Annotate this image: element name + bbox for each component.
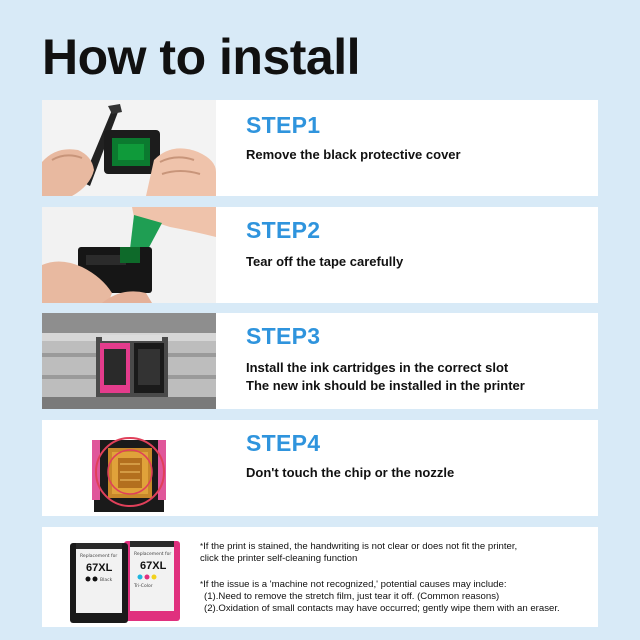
step2-image	[42, 207, 216, 303]
step-card-3	[42, 313, 598, 409]
note2-star: *	[200, 580, 204, 589]
step3-title: STEP3	[246, 323, 321, 349]
color-cartridge-label: Replacement for	[134, 552, 172, 557]
step1-title: STEP1	[246, 112, 321, 138]
black-cartridge-label: Replacement for	[80, 554, 118, 559]
notes-card	[42, 527, 598, 627]
step4-title: STEP4	[246, 430, 321, 456]
step4-desc: Don't touch the chip or the nozzle	[246, 465, 455, 480]
step-card-4	[42, 420, 598, 516]
cartridges-image	[42, 527, 192, 627]
step2-title: STEP2	[246, 217, 321, 243]
step1-image	[42, 100, 216, 196]
note2-line2: (1).Need to remove the stretch film, just tear it off. (Common reasons)	[204, 591, 500, 602]
step3-desc-line1: Install the ink cartridges in the correct slot	[246, 360, 509, 375]
note-2	[200, 579, 560, 615]
note-1	[200, 541, 517, 565]
note2-line1: If the issue is a 'machine not recognized,' potential causes may include:	[203, 579, 507, 590]
page-title: How to install	[42, 29, 360, 85]
black-cartridge-type: Black	[100, 578, 113, 583]
step3-desc-line2: The new ink should be installed in the printer	[246, 378, 525, 393]
note2-line3: (2).Oxidation of small contacts may have occurred; gently wipe them with an eraser.	[204, 603, 560, 614]
step-card-2	[42, 207, 598, 303]
note1-line1: If the print is stained, the handwriting is not clear or does not fit the printer,	[203, 541, 518, 552]
step4-image	[42, 420, 216, 516]
step3-image	[42, 313, 216, 409]
step1-desc: Remove the black protective cover	[246, 147, 461, 162]
color-cartridge-model: 67XL	[140, 560, 167, 572]
step2-desc: Tear off the tape carefully	[246, 254, 404, 269]
note1-star: *	[200, 542, 204, 551]
note1-line2: click the printer self-cleaning function	[200, 553, 358, 564]
step-card-1	[42, 100, 598, 196]
color-cartridge-type: Tri-Color	[134, 584, 153, 589]
black-cartridge-model: 67XL	[86, 562, 113, 574]
